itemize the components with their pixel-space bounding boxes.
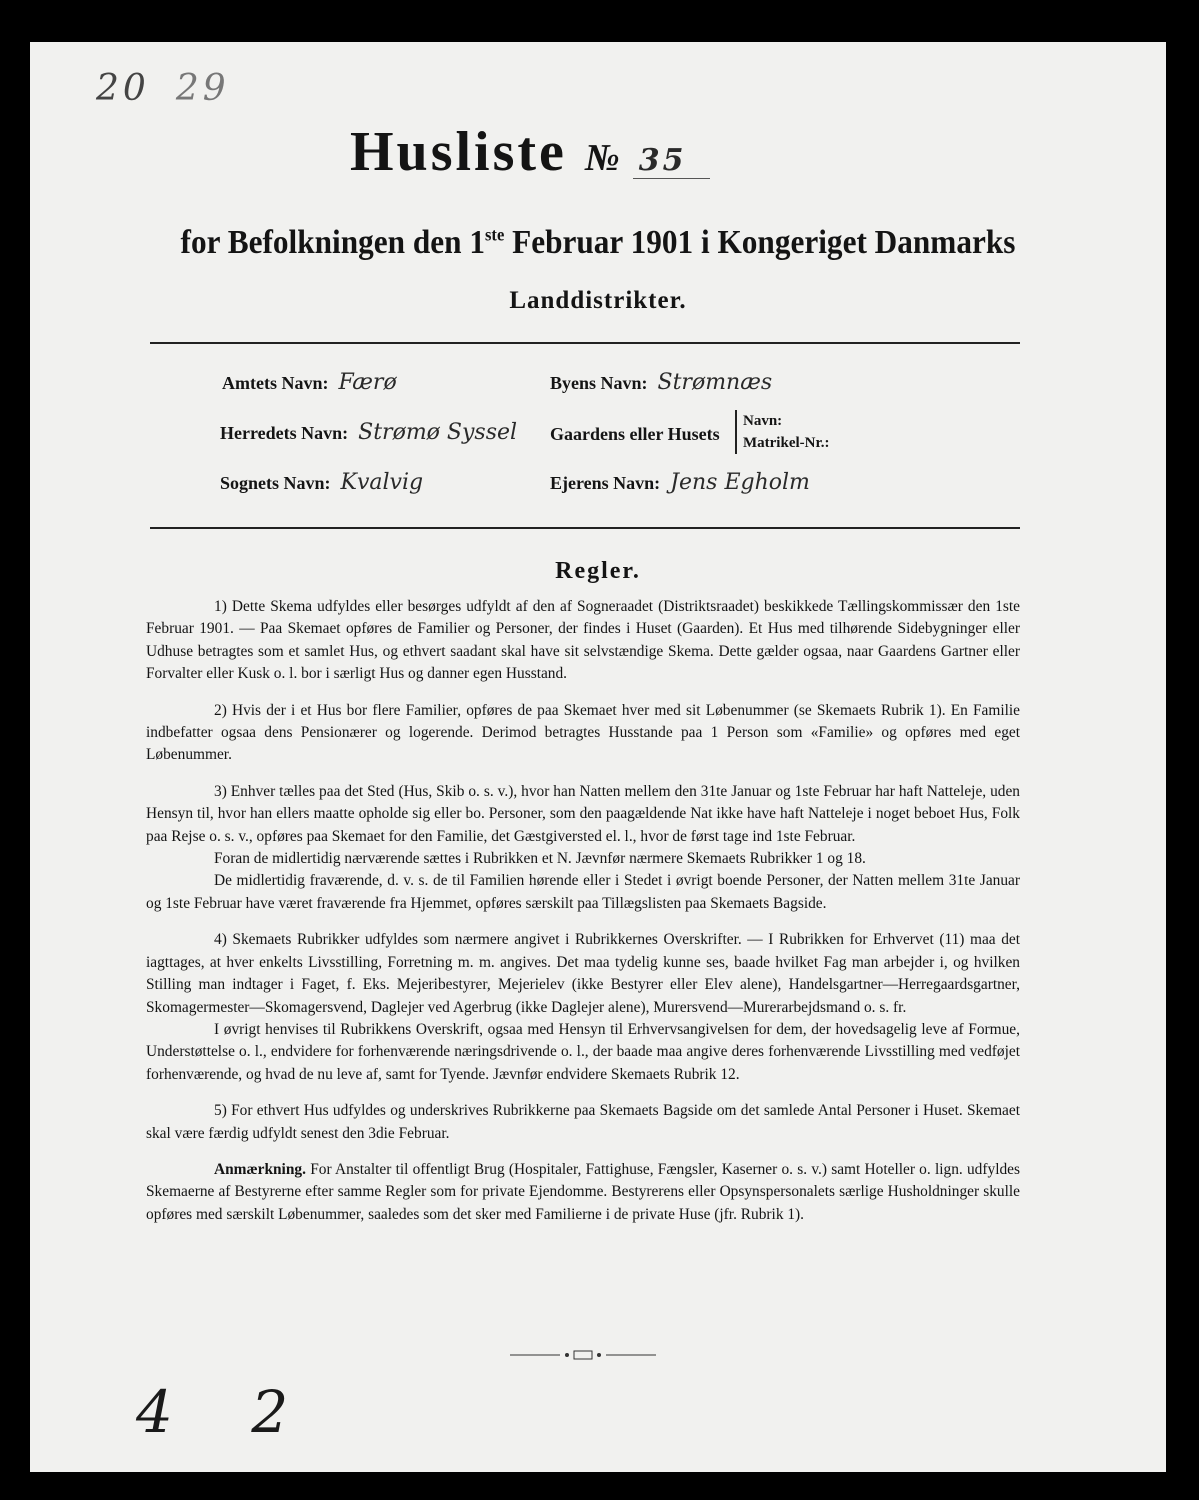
note-label: Anmærkning. [214,1160,306,1178]
rule-4a: 4) Skemaets Rubrikker udfyldes som nærmere angivet i Rubrikkernes Overskrifter. — I Rubrikken for Erhvervet (11) maa det iagttages, at hver enkelts Livsstilling, Forretning m. m. angives. Det maa tydelig kunne ses, baade hvilket Fag man arbejder i, og hvilken Stilling man indtager i Faget, f. Eks. Mejeribestyrer, Mejerielev (ikke Bestyrer eller Elev alene), Handelsgartner—Herregaardsgartner, Skomagermester—Skomagersvend, Daglejer ved Agerbrug (ikke Daglejer alene), Murersvend—Murerarbejdsmand o. s. fr. [146,931,1020,1016]
divider-bottom [150,527,1020,529]
note-text: For Anstalter til offentligt Brug (Hospitaler, Fattighuse, Fængsler, Kaserner o. s. v.) samt Hoteller o. lign. udfyldes Skemaerne af Bestyrerne efter samme Regler som for private Ejendomme. Bestyrerens eller Opsynspersonalets særlige Husholdninger skulle opføres med særskilt Løbenummer, saaledes som det sker med Familierne i de private Huse (jfr. Rubrik 1). [146,1160,1020,1223]
subtitle-pre: for Befolkningen den 1 [180,224,485,261]
by-field [550,370,772,395]
ornament-divider [510,1348,656,1362]
rule-5: 5) For ethvert Hus udfyldes og underskrives Rubrikkerne paa Skemaets Bagside om det samlede Antal Personer i Huset. Skemaet skal være færdig udfyldt senest den 3die Februar. [146,1102,1020,1142]
title-text: Husliste [350,121,567,183]
gaard-label: Gaardens eller Husets [550,424,720,444]
corner-number-1: 20 [96,68,150,109]
divider-top [150,342,1020,344]
rule-4b: I øvrigt henvises til Rubrikkens Overskrift, ogsaa med Hensyn til Erhvervsangivelsen for dem, der hovedsagelig leve af Formue, Understøttelse o. l., endvidere for forhenværende næringsdrivende o. l., der baade maa angive deres forhenværende Livsstilling med vedføjet forhenværende, og hvad de nu leve af, samt for Tyende. Jævnfør endvidere Skemaets Rubrik 12. [146,1020,1020,1083]
gaard-field [550,424,720,445]
subtitle-post: Februar 1901 i Kongeriget Danmarks [504,224,1016,261]
corner-number-2: 29 [175,68,230,109]
ejer-field [550,470,810,495]
ejer-value: Jens Egholm [670,470,810,495]
ejer-label: Ejerens Navn: [550,473,661,493]
by-value: Strømnæs [657,370,773,395]
gaard-navn-label: Navn: [743,413,783,429]
sogn-field [220,470,423,495]
rules-body [146,596,1020,1240]
herred-value: Strømø Syssel [358,420,518,445]
rule-3c: De midlertidig fraværende, d. v. s. de til Familien hørende eller i Stedet i øvrigt boende Personer, der Natten mellem 31te Januar og 1ste Februar have været fraværende fra Hjemmet, opføres særskilt paa Tillægslisten paa Skemaets Bagside. [146,872,1020,912]
rule-3b: Foran de midlertidig nærværende sættes i Rubrikken et N. Jævnfør nærmere Skemaets Rubrikker 1 og 18. [214,850,866,868]
subtitle-sup: ste [484,224,505,245]
subtitle-landdistrikter: Landdistrikter. [509,287,687,314]
herred-label: Herredets Navn: [220,423,349,443]
herred-field [220,420,517,445]
amt-label: Amtets Navn: [222,373,329,393]
gaard-matrikel-label: Matrikel-Nr.: [743,435,830,451]
amt-value: Færø [338,370,397,395]
gaard-brace [735,410,830,454]
subtitle [75,224,1120,262]
form-title [350,120,710,184]
note [146,1159,1020,1226]
rule-1: 1) Dette Skema udfyldes eller besørges udfyldt af den af Sogneraadet (Distriktsraadet) beskikkede Tællingskommissær den 1ste Februar 1901. — Paa Skemaet opføres de Familier og Personer, der findes i Huset (Gaarden). Et Hus med tilhørende Sidebygninger eller Udhuse betragtes som et samlet Hus, og ethvert saadant skal have sit selvstændige Skema. Dette gælder ogsaa, naar Gaardens Gartner eller Forvalter eller Kusk o. l. bor i særligt Hus og danner egen Husstand. [146,598,1020,683]
sogn-label: Sognets Navn: [220,473,331,493]
corner-numbers [96,68,230,109]
by-label: Byens Navn: [550,373,648,393]
number-value: 35 [633,143,711,179]
rule-3a: 3) Enhver tælles paa det Sted (Hus, Skib o. s. v.), hvor han Natten mellem den 31te Januar og 1ste Februar har haft Natteleje, uden Hensyn til, hvor han ellers maatte opholde sig eller bo. Personer, som den paagældende Nat ikke have haft Natteleje i noget beboet Hus, Folk paa Rejse o. s. v., opføres paa Skemaet for den Familie, det Gæstgiversted el. l., hvor de først tage ind 1ste Februar. [146,782,1020,845]
census-form-page [30,42,1166,1472]
sogn-value: Kvalvig [340,470,424,495]
rules-heading: Regler. [555,558,641,584]
number-label: № [584,137,623,179]
rule-2: 2) Hvis der i et Hus bor flere Familier, opføres de paa Skemaet hver med sit Løbenummer (se Skemaets Rubrik 1). En Familie indbefatter ogsaa dens Pensionærer og logerende. Derimod betragtes Husstande paa 1 Person som «Familie» og opføres med eget Løbenummer. [146,701,1020,764]
amt-field [222,370,397,395]
bottom-page-number: 4 2 [136,1378,319,1446]
